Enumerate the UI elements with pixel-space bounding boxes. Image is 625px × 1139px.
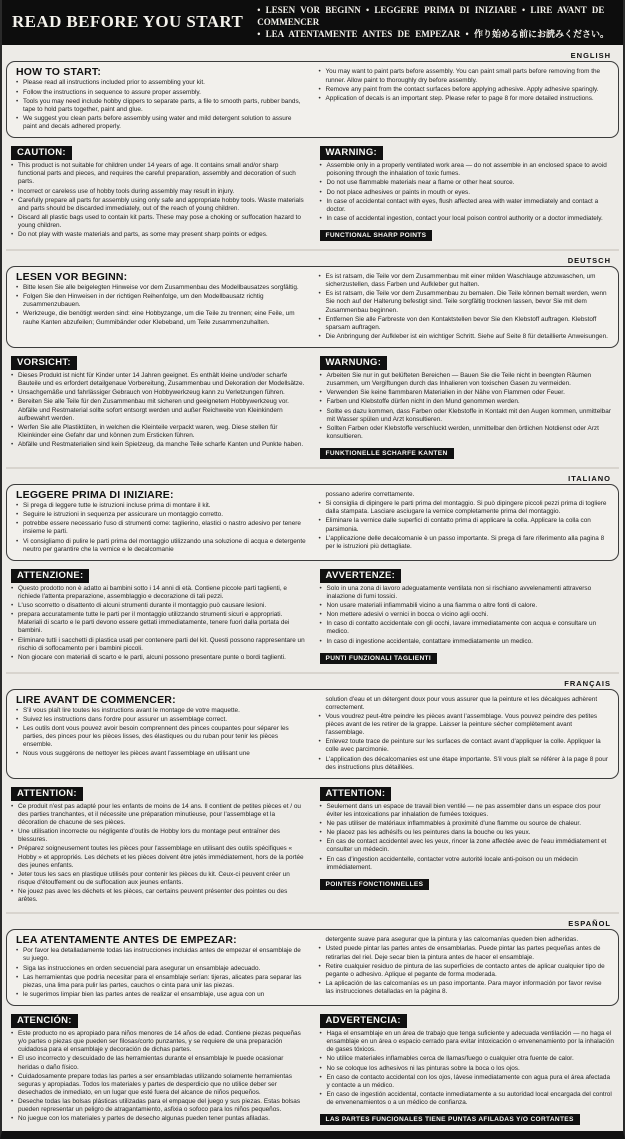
- intro-right-list: [319, 273, 610, 341]
- caution-list: [11, 585, 306, 662]
- caution-warning-area: [6, 1006, 619, 1128]
- intro-right-column: [319, 933, 610, 1000]
- intro-left-column: [16, 488, 307, 555]
- bullet-item: • Do not use flammable materials near a flame or other heat source.: [320, 179, 615, 187]
- intro-heading-italiano: LEGGERE PRIMA DI INIZIARE:: [16, 489, 174, 502]
- bullet-item: • Sollten Farben oder Klebstoffe verschluckt werden, unmittelbar den örtlichen Notdienst oder Arzt konsultieren.: [320, 425, 615, 441]
- caution-warning-area: [6, 561, 619, 667]
- sharp-points-badge-italiano: PUNTI FUNZIONALI TAGLIENTI: [320, 653, 437, 664]
- caution-heading-francais: ATTENTION:: [11, 787, 83, 801]
- bullet-item: • Jeter tous les sacs en plastique utilisés pour contenir les pièces du kit. Ceux-ci peuvent créer un risque d'étouffement ou de suffocation aux jeunes enfants.: [11, 871, 306, 887]
- bullet-item: • In caso di ingestione accidentale, contattare immediatamente un medico.: [320, 638, 615, 646]
- bullet-item: • El uso incorrecto y descuidado de las herramientas durante el ensamblaje le puede ocasionar heridas o daño físico.: [11, 1055, 306, 1071]
- bullet-item: • Folgen Sie den Hinweisen in der richtigen Reihenfolge, um den Modellbausatz richtig zusammenzubauen.: [16, 293, 307, 309]
- warning-column: [320, 1010, 615, 1126]
- warning-column: [320, 142, 615, 242]
- bullet-item: • Es ist ratsam, die Teile vor dem Zusammenbau zu bemalen. Die Teile können bemalt werden, wenn Sie noch auf der Halterung befestigt sind. Teile sorgfältig trocknen lassen, bevor Sie mit dem Zusammenbau beginnen.: [319, 290, 610, 314]
- bullet-item: • Seguire le istruzioni in sequenza per assicurare un montaggio corretto.: [16, 511, 307, 519]
- caution-heading-english: CAUTION:: [11, 146, 72, 160]
- intro-left-column: [16, 693, 307, 773]
- bullet-item: • Eliminare tutti i sacchetti di plastica usati per contenere parti del kit. Questi possono rappresentare un rischio di soffocamento per i bambini piccoli.: [11, 637, 306, 653]
- intro-left-list: [16, 707, 307, 759]
- bullet-item: • In case of accidental ingestion, contact your local poison control authority or a doctor immediately.: [320, 215, 615, 223]
- bullet-item: • Por favor lea detalladamente todas las instrucciones incluidas antes de empezar el ensamblaje de su juego.: [16, 947, 307, 963]
- sharp-points-badge-english: FUNCTIONAL SHARP POINTS: [320, 230, 433, 241]
- bullet-item: • Werfen Sie alle Plastiktüten, in welchen die Kleinteile verpackt waren, weg. Diese stellen für Kleinkinder eine Gefahr dar und können zum Ersticken führen.: [11, 424, 306, 440]
- bullet-item: possano aderire correttamente.: [325, 491, 415, 499]
- intro-right-list: [319, 696, 610, 772]
- warning-heading-deutsch: WARNUNG:: [320, 356, 388, 370]
- bullet-item: • Bitte lesen Sie alle beigelegten Hinweise vor dem Zusammenbau des Modellbausatzes sorgfältig.: [16, 284, 307, 292]
- warning-column: [320, 565, 615, 665]
- bullet-item: • This product is not suitable for children under 14 years of age. It contains small and/or sharp functional parts and pieces, and requires the careful preparation, assembly and decoration of such parts.: [11, 162, 306, 186]
- caution-warning-area: [6, 779, 619, 908]
- bullet-item: • L'application des décalcomanies est une étape importante. S'il vous plaît se référer à la page 8 pour des instructions plus détaillées.: [319, 756, 610, 772]
- bullet-item: • Si prega di leggere tutte le istruzioni incluse prima di montare il kit.: [16, 502, 307, 510]
- section-francais: [2, 676, 623, 911]
- bullet-item: • Préparez soigneusement toutes les pièces pour l'assemblage en utilisant des outils spécifiques « Hobby » et appropriés. Les déchets et les pièces doivent être jetés immédiatement, hors de la portée des jeunes enfants.: [11, 845, 306, 869]
- bullet-item: solution d'eau et un détergent doux pour vous assurer que la peinture et les décalques adhèrent correctement.: [325, 695, 598, 711]
- bullet-item: • Please read all instructions included prior to assembling your kit.: [16, 79, 307, 87]
- bullet-item: • Farben und Klebstoffe dürfen nicht in den Mund genommen werden.: [320, 398, 615, 406]
- bullet-item: • Este producto no es apropiado para niños menores de 14 años de edad. Contiene piezas pequeñas y/o partes o piezas que pueden ser filosas/corto punzantes, y se requiere de una preparación cuidadosa para el ensamblaje y decoración de dichas partes.: [11, 1030, 306, 1054]
- language-label-francais: FRANÇAIS: [564, 678, 611, 688]
- bullet-item: • Usted puede pintar las partes antes de ensamblarlas. Puede pintar las partes pequeñas antes de retirarlas del riel. Deje secar bien la pintura antes de hacer el ensamblaje.: [319, 945, 610, 961]
- language-label-english: ENGLISH: [570, 51, 611, 61]
- intro-box-deutsch: [6, 266, 619, 348]
- masthead-lang-line-1: • LESEN VOR BEGINN • LEGGERE PRIMA DI INIZIARE • LIRE AVANT DE COMMENCER: [257, 5, 605, 28]
- masthead-lang-line-2: • LEA ATENTAMENTE ANTES DE EMPEZAR • 作り始める前にお読みください。: [257, 29, 609, 40]
- section-espanol: [2, 916, 623, 1131]
- masthead: [2, 0, 623, 48]
- caution-list: [11, 372, 306, 449]
- bullet-item: • Ne jouez pas avec les déchets et les pièces, car certains peuvent présenter des pointes ou des arêtes.: [11, 888, 306, 904]
- bullet-item: • Sollte es dazu kommen, dass Farben oder Klebstoffe in Kontakt mit den Augen kommen, unmittelbar mit Wasser spülen und Arzt konsultieren.: [320, 408, 615, 424]
- intro-box-espanol: [6, 929, 619, 1006]
- bullet-item: • Do not place adhesives or paints in mouth or eyes.: [320, 189, 615, 197]
- caution-column: [11, 352, 306, 460]
- caution-column: [11, 565, 306, 665]
- intro-heading-francais: LIRE AVANT DE COMMENCER:: [16, 693, 176, 706]
- bullet-item: • Discard all plastic bags used to contain kit parts. These may pose a choking or suffocation hazard to young children.: [11, 214, 306, 230]
- bullet-item: • Questo prodotto non è adatto ai bambini sotto i 14 anni di età. Contiene piccole parti taglienti, e richiede l'attenta preparazione, assemblaggio e decorazione di tali pezzi.: [11, 585, 306, 601]
- caution-warning-area: [6, 138, 619, 244]
- intro-right-list: [319, 491, 610, 551]
- bullet-item: • S'il vous plaît lire toutes les instructions avant le montage de votre maquette.: [16, 707, 307, 715]
- bullet-item: • Verwenden Sie keine flammbaren Materialien in der Nähe von Flammen oder Feuer.: [320, 389, 615, 397]
- bullet-item: • Entfernen Sie alle Farbreste von den Kontaktstellen bevor Sie den Klebstoff auftragen. Klebstoff sparsam auftragen.: [319, 316, 610, 332]
- section-english: [2, 48, 623, 247]
- bullet-item: • Follow the instructions in sequence to assure proper assembly.: [16, 89, 307, 97]
- bullet-item: • Retire cualquier residuo de pintura de las superficies de contacto antes de aplicar cualquier tipo de pegante o adhesivo. Aplique el pegante de forma moderada.: [319, 963, 610, 979]
- bullet-item: • Enlevez toute trace de peinture sur les surfaces de contact avant d'appliquer la colle. Appliquer la colle avec parcimonie.: [319, 738, 610, 754]
- bullet-item: • Non mettere adesivi o vernici in bocca o vicino agli occhi.: [320, 611, 615, 619]
- intro-right-column: [319, 693, 610, 773]
- bullet-item: • Ne placez pas les adhésifs ou les peintures dans la bouche ou les yeux.: [320, 829, 615, 837]
- bullet-item: • prepara accuratamente tutte le parti per il montaggio utilizzando strumenti sicuri e appropriati. Materiali di scarto e le parti devono essere gettati immediatamente, tenere fuori dalla portata dei bambini.: [11, 611, 306, 635]
- bullet-item: • potrebbe essere necessario l'uso di strumenti come: taglierino, elastici o nastro adesivo per tenere insieme le parti.: [16, 520, 307, 536]
- warning-column: [320, 783, 615, 906]
- intro-heading-espanol: LEA ATENTAMENTE ANTES DE EMPEZAR:: [16, 934, 237, 947]
- intro-left-column: [16, 933, 307, 1000]
- bullet-item: • Non giocare con materiali di scarto e le parti, alcuni possono presentare punte o bordi taglienti.: [11, 654, 306, 662]
- bullet-item: • Deseche todas las bolsas plásticas utilizadas para el empaque del juego y sus piezas. Estas bolsas pueden representar un peligro de atragantamiento, asfixia o sofoco para los niños pequeños.: [11, 1098, 306, 1114]
- bullet-item: • Eliminare la vernice dalle superfici di contatto prima di applicare la colla. Applicare la colla con parsimonia.: [319, 517, 610, 533]
- caution-column: [11, 1010, 306, 1126]
- language-label-deutsch: DEUTSCH: [567, 256, 611, 266]
- bullet-item: • le sugerimos limpiar bien las partes antes de realizar el ensamblaje, use agua con un: [16, 991, 307, 999]
- bullet-item: • No utilice materiales inflamables cerca de llamas/fuego o cualquier otra fuente de calor.: [320, 1055, 615, 1063]
- bullet-item: • Remove any paint from the contact surfaces before applying adhesive. Apply adhesive sparingly.: [319, 86, 610, 94]
- bullet-item: • Vi consigliamo di pulire le parti prima del montaggio utilizzando una soluzione di acqua e detergente neutro per garantire che la vernice e le decalcomanie: [16, 538, 307, 554]
- bullet-item: • Carefully prepare all parts for assembly using only safe and appropriate hobby tools. Waste materials and parts should be discarded immediately, out of the reach of young children.: [11, 197, 306, 213]
- intro-right-list: [319, 68, 610, 103]
- intro-left-list: [16, 284, 307, 327]
- bullet-item: • L'uso scorretto o disattento di alcuni strumenti durante il montaggio può causare lesioni.: [11, 602, 306, 610]
- bullet-item: • Assemble only in a properly ventilated work area — do not assemble in an enclosed space to avoid poisoning through the inhalation of toxic fumes.: [320, 162, 615, 178]
- bullet-item: • En cas d'ingestion accidentelle, contacter votre autorité locale anti-poison ou un médecin immédiatement.: [320, 856, 615, 872]
- intro-left-list: [16, 502, 307, 554]
- intro-left-column: [16, 270, 307, 342]
- caution-column: [11, 142, 306, 242]
- warning-list: [320, 585, 615, 646]
- bullet-item: • Die Anbringung der Aufkleber ist ein wichtiger Schritt. Siehe auf Seite 8 für detaillierte Anweisungen.: [319, 333, 610, 341]
- warning-list: [320, 162, 615, 223]
- bullet-item: • Vous voudrez peut-être peindre les pièces avant l'assemblage. Vous pouvez peindre des petites pièces avant de les retirer de la grappe. Laisser la peinture sécher complètement avant l'assemblage.: [319, 713, 610, 737]
- bullet-item: • Seulement dans un espace de travail bien ventilé — ne pas assembler dans un espace clos pour éviter les intoxications par inhalation de fumées toxiques.: [320, 803, 615, 819]
- section-italiano: [2, 471, 623, 670]
- bullet-item: detergente suave para asegurar que la pintura y las calcomanías queden bien adheridas.: [325, 936, 579, 944]
- sharp-points-badge-deutsch: FUNKTIONELLE SCHARFE KANTEN: [320, 448, 454, 459]
- bullet-item: • Incorrect or careless use of hobby tools during assembly may result in injury.: [11, 188, 306, 196]
- bullet-item: • En caso de ingestión accidental, contacte inmediatamente a su autoridad local encargada del control de envenenamientos o a un médico de confianza.: [320, 1091, 615, 1107]
- bullet-item: • In caso di contatto accidentale con gli occhi, lavare immediatamente con acqua e consultare un medico.: [320, 620, 615, 636]
- language-label-italiano: ITALIANO: [568, 474, 611, 484]
- caution-list: [11, 803, 306, 905]
- bullet-item: • Cuidadosamente prepare todas las partes a ser ensambladas utilizando solamente herramientas seguras y apropiadas. Todos los materiales y partes de desperdicio que no utilice deber ser desechados de inmediato, en un lugar que esté fuera del alcance de niños pequeños.: [11, 1073, 306, 1097]
- intro-box-francais: [6, 689, 619, 779]
- bullet-item: • Les outils dont vous pouvez avoir besoin comprennent des pinces coupantes pour séparer les parties, des pinces pour les pièces lisses, des élastiques ou du ruban pour tenir les pièces ensemble.: [16, 725, 307, 749]
- bullet-item: • Solo in una zona di lavoro adeguatamente ventilata non si rischiano avvelenamenti attraverso inalazione di fumi tossici.: [320, 585, 615, 601]
- intro-left-list: [16, 947, 307, 999]
- bullet-item: • No se coloque los adhesivos ni las pinturas sobre la boca o los ojos.: [320, 1065, 615, 1073]
- bullet-item: • Dieses Produkt ist nicht für Kinder unter 14 Jahren geeignet. Es enthält kleine und/oder scharfe Bauteile und es erfordert detailgenaue Vorbereitung, Zusammenbau und Dekoration der Modellsätze.: [11, 372, 306, 388]
- bullet-item: • Es ist ratsam, die Teile vor dem Zusammenbau mit einer milden Waschlauge abzuwaschen, um sicherzustellen, dass Farben und Aufkleber gut halten.: [319, 273, 610, 289]
- page-title: READ BEFORE YOU START: [12, 12, 244, 32]
- caution-heading-italiano: ATTENZIONE:: [11, 569, 89, 583]
- intro-right-column: [319, 65, 610, 132]
- bullet-item: • Bereiten Sie alle Teile für den Zusammenbau mit sicheren und geeignetem Hobbywerkzeug vor. Abfälle und Restmaterial sollte sofort entsorgt werden und außer Reichweite von Kleinkindern aufbewahrt werden.: [11, 398, 306, 422]
- warning-heading-italiano: AVVERTENZE:: [320, 569, 402, 583]
- bullet-item: • Nous vous suggérons de nettoyer les pièces avant l'assemblage en utilisant une: [16, 750, 307, 758]
- bullet-item: • Ce produit n'est pas adapté pour les enfants de moins de 14 ans. Il contient de petites pièces et / ou des parties tranchantes, et il nécessite une préparation minutieuse, pour l'assemblage et la décoration de chacune de ses pièces.: [11, 803, 306, 827]
- bullet-item: • Siga las instrucciones en orden secuencial para asegurar un ensamblaje adecuado.: [16, 965, 307, 973]
- caution-list: [11, 1030, 306, 1123]
- warning-list: [320, 803, 615, 872]
- warning-list: [320, 1030, 615, 1107]
- caution-column: [11, 783, 306, 906]
- section-divider: [6, 672, 619, 674]
- intro-right-column: [319, 488, 610, 555]
- sharp-points-badge-espanol: LAS PARTES FUNCIONALES TIENE PUNTAS AFILADAS Y/O CORTANTES: [320, 1114, 580, 1125]
- bullet-item: • Haga el ensamblaje en un área de trabajo que tenga suficiente y adecuada ventilación — no haga el ensamblaje en un área o espacio cerrado para evitar intoxicación o envenenamiento por la inhalación de gases tóxicos.: [320, 1030, 615, 1054]
- bullet-item: • Si consiglia di dipingere le parti prima del montaggio. Si può dipingere piccoli pezzi prima di togliere dalla stampata. Lasciare asciugare la vernice completamente prima del montaggio.: [319, 500, 610, 516]
- warning-heading-espanol: ADVERTENCIA:: [320, 1014, 407, 1028]
- intro-left-list: [16, 79, 307, 131]
- bullet-item: • Tools you may need include hobby clippers to separate parts, a file to smooth parts, rubber bands, tape to hold parts together, paint and glue.: [16, 98, 307, 114]
- bullet-item: • Application of decals is an important step. Please refer to page 8 for more detailed instructions.: [319, 95, 610, 103]
- bullet-item: • Non usare materiali infiammabili vicino a una fiamma o altre fonti di calore.: [320, 602, 615, 610]
- caution-heading-espanol: ATENCIÓN:: [11, 1014, 78, 1028]
- bullet-item: • Ne pas utiliser de matériaux inflammables à proximité d'une flamme ou source de chaleur.: [320, 820, 615, 828]
- intro-right-list: [319, 936, 610, 996]
- warning-heading-francais: ATTENTION:: [320, 787, 392, 801]
- bullet-item: • We suggest you clean parts before assembly using water and mild detergent solution to assure paint and decals adhered properly.: [16, 115, 307, 131]
- intro-right-column: [319, 270, 610, 342]
- sharp-points-badge-francais: POINTES FONCTIONNELLES: [320, 879, 430, 890]
- masthead-language-titles: [257, 4, 613, 40]
- intro-left-column: [16, 65, 307, 132]
- section-divider: [6, 912, 619, 914]
- bullet-item: • Arbeiten Sie nur in gut belüfteten Bereichen — Bauen Sie die Teile nicht in beengten Räumen zusammen, um Vergiftungen durch das Inhalieren von toxischen Gasen zu vermeiden.: [320, 372, 615, 388]
- bullet-item: • No juegue con los materiales y partes de desecho algunas pueden tener puntas afiladas.: [11, 1115, 306, 1123]
- bullet-item: • Do not play with waste materials and parts, as some may present sharp points or edges.: [11, 231, 306, 239]
- caution-warning-area: [6, 348, 619, 462]
- bullet-item: • Une utilisation incorrecte ou négligente d'outils de Hobby lors du montage peut entraîner des blessures.: [11, 828, 306, 844]
- warning-heading-english: WARNING:: [320, 146, 383, 160]
- section-divider: [6, 249, 619, 251]
- caution-heading-deutsch: VORSICHT:: [11, 356, 77, 370]
- warning-column: [320, 352, 615, 460]
- bullet-item: • Suivez les instructions dans l'ordre pour assurer un assemblage correct.: [16, 716, 307, 724]
- intro-box-english: [6, 61, 619, 138]
- intro-box-italiano: [6, 484, 619, 561]
- bullet-item: • La aplicación de las calcomanías es un paso importante. Para mayor información por favor revise las instrucciones detalladas en la página 8.: [319, 980, 610, 996]
- bullet-item: • En caso de contacto accidental con los ojos, lávese inmediatamente con agua pura el área afectada y contacte a un médico.: [320, 1074, 615, 1090]
- section-deutsch: [2, 253, 623, 465]
- bullet-item: • Abfälle und Restmaterialien sind kein Spielzeug, da manche Teile scharfe Kanten und Punkte haben.: [11, 441, 306, 449]
- bullet-item: • L'applicazione delle decalcomanie è un passo importante. Si prega di fare riferimento alla pagina 8 per le istruzioni più dettagliate.: [319, 535, 610, 551]
- bullet-item: • Unsachgemäße und fahrlässiger Gebrauch von Hobbywerkzeug kann zu Verletzungen führen.: [11, 389, 306, 397]
- bullet-item: • En cas de contact accidentel avec les yeux, rincer la zone affectée avec de l'eau immédiatement et consulter un médecin.: [320, 838, 615, 854]
- intro-heading-deutsch: LESEN VOR BEGINN:: [16, 271, 128, 284]
- section-divider: [6, 467, 619, 469]
- bullet-item: • Las herramientas que podría necesitar para el ensamblaje serían: tijeras, alicates para separar las piezas, una lima para pulir las partes, cauchos o cinta para unir las piezas.: [16, 974, 307, 990]
- language-label-espanol: ESPAÑOL: [568, 919, 611, 929]
- bullet-item: • In case of accidental contact with eyes, flush affected area with water immediately and contact a doctor.: [320, 198, 615, 214]
- bullet-item: • You may want to paint parts before assembly. You can paint small parts before removing from the runner. Allow paint to thoroughly dry before assembly.: [319, 68, 610, 84]
- intro-heading-english: HOW TO START:: [16, 66, 102, 79]
- caution-list: [11, 162, 306, 239]
- bullet-item: • Werkzeuge, die benötigt werden sind: eine Hobbyzange, um die Teile zu trennen; eine Feile, um rauhe Kanten abzufeilen; Gummibänder oder Klebeband, um Teile zusammenzuhalten.: [16, 310, 307, 326]
- warning-list: [320, 372, 615, 441]
